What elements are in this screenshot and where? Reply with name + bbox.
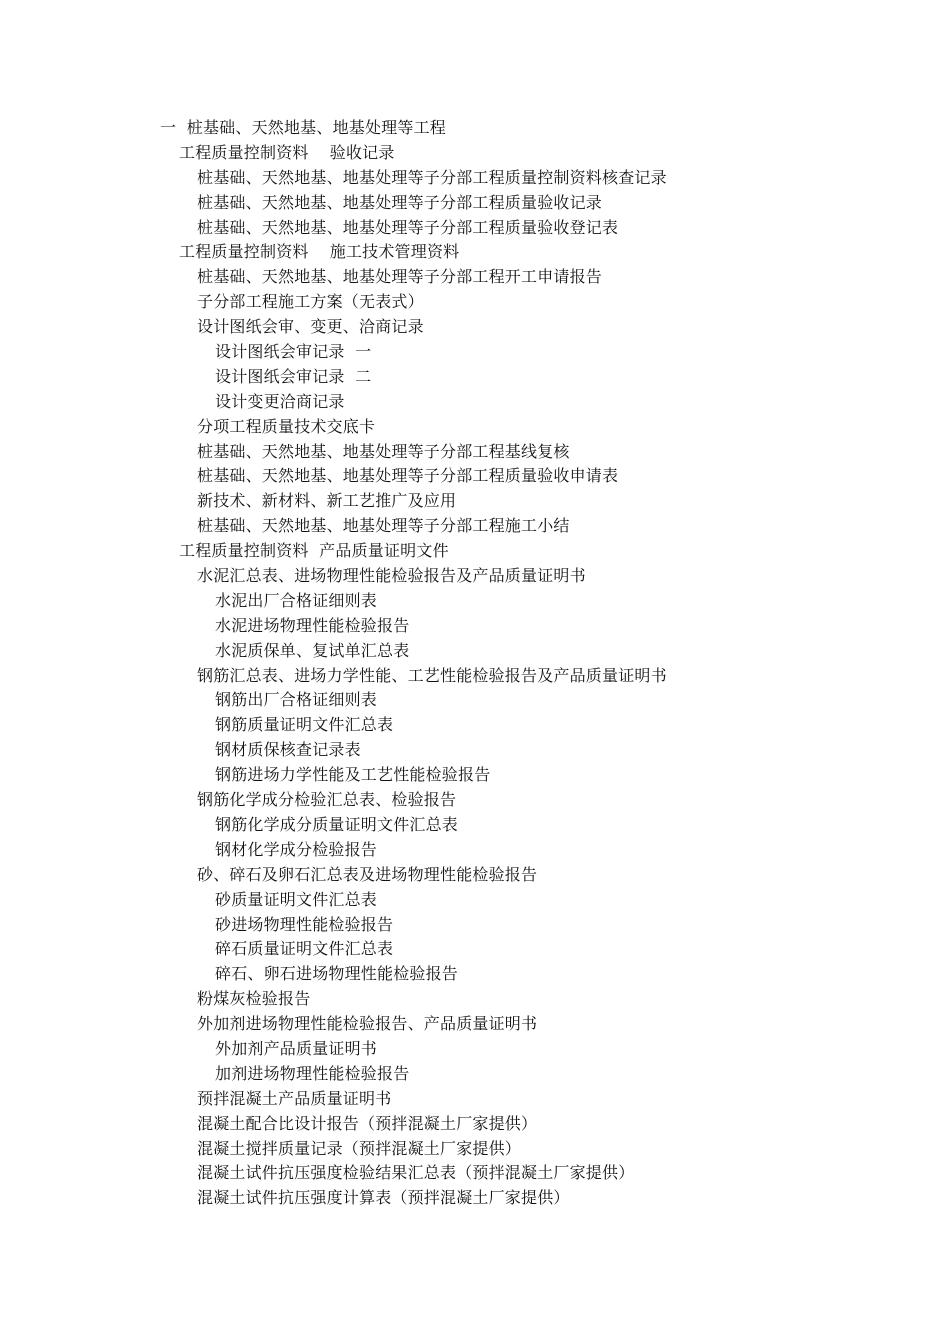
outline-item-level-2: 预拌混凝土产品质量证明书 [197, 1088, 392, 1108]
outline-item-level-3: 砂质量证明文件汇总表 [215, 889, 378, 909]
outline-item-level-2: 桩基础、天然地基、地基处理等子分部工程开工申请报告 [197, 267, 603, 287]
outline-item-level-2: 混凝土试件抗压强度计算表（预拌混凝土厂家提供） [197, 1188, 570, 1208]
outline-item-level-2: 桩基础、天然地基、地基处理等子分部工程施工小结 [197, 516, 570, 536]
outline-item-level-2: 混凝土试件抗压强度检验结果汇总表（预拌混凝土厂家提供） [197, 1163, 635, 1183]
outline-item-level-3: 碎石、卵石进场物理性能检验报告 [215, 964, 459, 984]
outline-item-level-2: 桩基础、天然地基、地基处理等子分部工程质量验收登记表 [197, 217, 619, 237]
document-outline [160, 116, 920, 1211]
outline-item-level-3: 水泥出厂合格证细则表 [215, 590, 378, 610]
outline-item-level-2: 桩基础、天然地基、地基处理等子分部工程基线复核 [197, 441, 570, 461]
outline-item-level-3: 碎石质量证明文件汇总表 [215, 939, 394, 959]
outline-item-level-3: 加剂进场物理性能检验报告 [215, 1063, 410, 1083]
outline-item-level-3: 设计图纸会审记录 二 [215, 366, 372, 386]
outline-item-level-3: 外加剂产品质量证明书 [215, 1038, 378, 1058]
outline-item-level-2: 水泥汇总表、进场物理性能检验报告及产品质量证明书 [197, 566, 586, 586]
outline-item-level-2: 分项工程质量技术交底卡 [197, 416, 376, 436]
outline-item-level-2: 新技术、新材料、新工艺推广及应用 [197, 491, 457, 511]
outline-item-level-2: 混凝土搅拌质量记录（预拌混凝土厂家提供） [197, 1138, 522, 1158]
outline-item-level-0: 一 桩基础、天然地基、地基处理等工程 [160, 118, 446, 137]
outline-item-level-3: 水泥进场物理性能检验报告 [215, 615, 410, 635]
outline-item-level-1: 工程质量控制资料 验收记录 [179, 142, 395, 162]
outline-item-level-3: 钢筋化学成分质量证明文件汇总表 [215, 814, 459, 834]
outline-item-level-3: 钢材化学成分检验报告 [215, 839, 378, 859]
outline-item-level-3: 设计变更洽商记录 [215, 391, 345, 411]
outline-item-level-1: 工程质量控制资料 施工技术管理资料 [179, 242, 460, 262]
outline-item-level-2: 子分部工程施工方案（无表式） [197, 292, 424, 312]
outline-item-level-1: 工程质量控制资料 产品质量证明文件 [179, 541, 449, 561]
outline-item-level-3: 设计图纸会审记录 一 [215, 342, 372, 362]
outline-item-level-3: 钢材质保核查记录表 [215, 740, 361, 760]
outline-item-level-2: 粉煤灰检验报告 [197, 989, 311, 1009]
outline-item-level-3: 钢筋质量证明文件汇总表 [215, 715, 394, 735]
outline-item-level-3: 水泥质保单、复试单汇总表 [215, 640, 410, 660]
outline-item-level-2: 混凝土配合比设计报告（预拌混凝土厂家提供） [197, 1113, 538, 1133]
outline-item-level-3: 钢筋进场力学性能及工艺性能检验报告 [215, 765, 491, 785]
outline-item-level-2: 钢筋化学成分检验汇总表、检验报告 [197, 790, 457, 810]
outline-item-level-2: 砂、碎石及卵石汇总表及进场物理性能检验报告 [197, 864, 538, 884]
outline-item-level-2: 钢筋汇总表、进场力学性能、工艺性能检验报告及产品质量证明书 [197, 665, 667, 685]
outline-item-level-3: 钢筋出厂合格证细则表 [215, 690, 378, 710]
outline-item-level-2: 桩基础、天然地基、地基处理等子分部工程质量验收记录 [197, 192, 603, 212]
outline-item-level-2: 桩基础、天然地基、地基处理等子分部工程质量控制资料核查记录 [197, 167, 667, 187]
outline-item-level-3: 砂进场物理性能检验报告 [215, 914, 394, 934]
outline-item-level-2: 桩基础、天然地基、地基处理等子分部工程质量验收申请表 [197, 466, 619, 486]
outline-item-level-2: 设计图纸会审、变更、洽商记录 [197, 317, 424, 337]
outline-item-level-2: 外加剂进场物理性能检验报告、产品质量证明书 [197, 1014, 538, 1034]
